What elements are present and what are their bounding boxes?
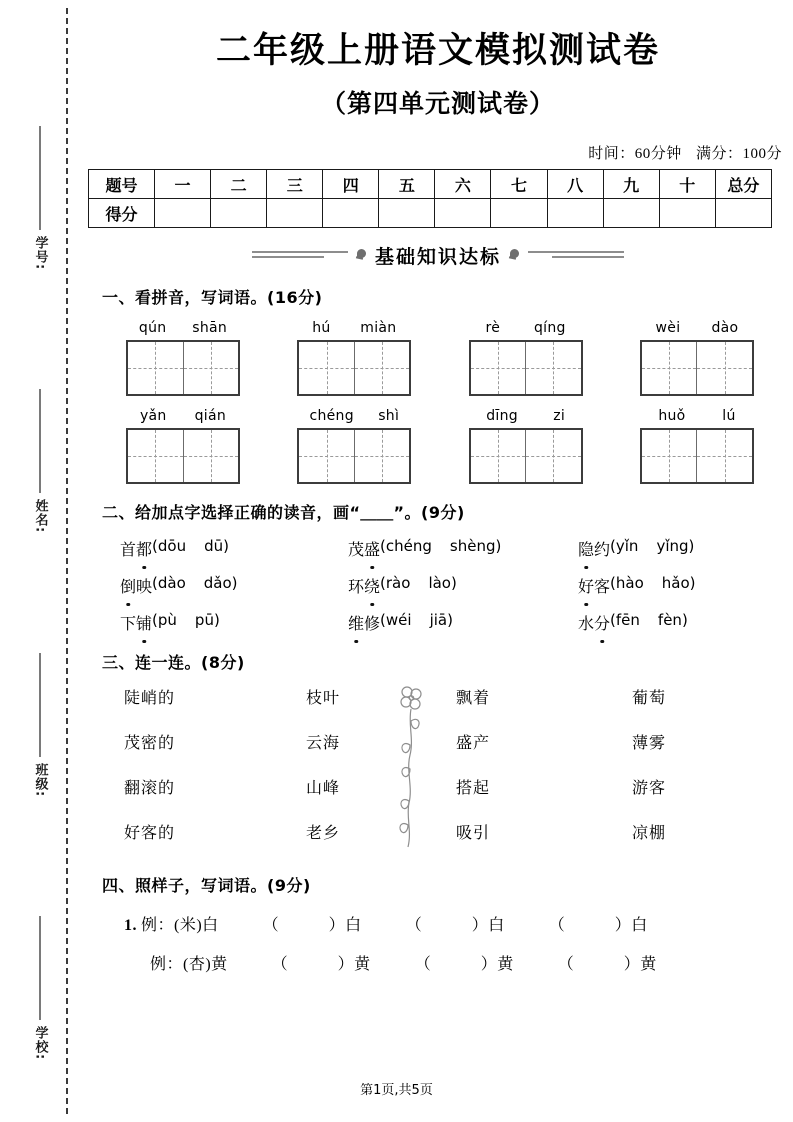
pron-option-a[interactable]: rào	[385, 574, 411, 592]
banner-line-left	[252, 251, 348, 260]
pinyin-syllable-b: shì	[378, 408, 400, 424]
match-word[interactable]: 老乡	[306, 825, 341, 842]
matching-column-3	[456, 685, 632, 843]
exam-meta	[88, 142, 788, 163]
sealing-fields	[22, 120, 58, 1060]
tianzi-box-7[interactable]	[469, 428, 583, 484]
pron-choices[interactable]: (rào lào)	[380, 574, 457, 592]
word-char-1: 茂	[348, 542, 365, 559]
table-row-question-numbers	[89, 170, 772, 199]
total-score-label: 满分：100分	[695, 146, 782, 162]
pinyin-item-5	[118, 408, 248, 484]
word-char-2: 约	[594, 542, 611, 559]
word-char-2-dotted: 绕	[364, 574, 380, 597]
pron-choices[interactable]: (yǐn yǐng)	[610, 537, 695, 555]
pinyin-row-1	[88, 320, 788, 396]
match-word[interactable]: 枝叶	[306, 690, 341, 707]
pron-option-b[interactable]: dū	[204, 537, 224, 555]
score-table-row-label-question: 题号	[89, 170, 155, 199]
word-char-1-dotted: 倒	[120, 574, 136, 597]
match-word[interactable]: 游客	[632, 780, 667, 797]
score-cell-4[interactable]	[323, 199, 379, 228]
q4-slot-yellow-2[interactable]: （ ）黄	[414, 956, 514, 973]
tianzi-cell[interactable]	[696, 430, 752, 482]
tianzi-cell[interactable]	[696, 342, 752, 394]
pron-option-a[interactable]: dào	[157, 574, 186, 592]
pron-option-b[interactable]: yǐng	[656, 537, 689, 555]
pinyin-item-8	[632, 408, 762, 484]
score-table-row-label-score: 得分	[89, 199, 155, 228]
tianzi-cell[interactable]	[183, 430, 239, 482]
word-char-2: 映	[136, 579, 153, 596]
pron-option-b[interactable]: dǎo	[203, 574, 232, 592]
pinyin-item-4	[632, 320, 762, 396]
sealing-dashed-line	[66, 8, 68, 1114]
match-word[interactable]: 盛产	[456, 735, 491, 752]
pin-right-icon	[508, 249, 521, 262]
word-char-2: 修	[364, 616, 381, 633]
pinyin-syllable-a: dīng	[486, 408, 518, 424]
pron-option-b[interactable]: pū	[194, 611, 214, 629]
match-word[interactable]: 飘着	[456, 690, 491, 707]
pinyin-syllable-b: lú	[722, 408, 736, 424]
q4-example-line-2	[88, 951, 788, 974]
pronunciation-item-9[interactable]	[578, 611, 778, 634]
pron-choices[interactable]: (chéng shèng)	[380, 537, 502, 555]
q4-example-yellow: 例：(杏)黄	[150, 956, 228, 973]
score-col-7: 七	[491, 170, 547, 199]
word-char-2-dotted: 铺	[136, 611, 152, 634]
pinyin-syllable-a: rè	[485, 320, 501, 336]
tianzi-box-4[interactable]	[640, 340, 754, 396]
tianzi-cell[interactable]	[642, 342, 697, 394]
pronunciation-row-3	[88, 611, 788, 634]
pronunciation-row-1	[88, 537, 788, 560]
word-char-2: 客	[594, 579, 611, 596]
pron-option-a[interactable]: yǐn	[615, 537, 639, 555]
seal-rule-4	[39, 916, 41, 1020]
score-col-9: 九	[603, 170, 659, 199]
match-word[interactable]: 云海	[306, 735, 341, 752]
tianzi-cell[interactable]	[642, 430, 697, 482]
q4-item-number: 1.	[124, 917, 137, 934]
word-char-1: 首	[120, 542, 137, 559]
tianzi-cell[interactable]	[471, 342, 526, 394]
pronunciation-item-4[interactable]	[120, 574, 348, 597]
score-cell-2[interactable]	[211, 199, 267, 228]
score-cell-1[interactable]	[155, 199, 211, 228]
seal-label-school: 学校:	[32, 1025, 48, 1060]
score-cell-total[interactable]	[715, 199, 771, 228]
seal-rule-top	[39, 126, 41, 230]
word-char-1-dotted: 好	[578, 574, 594, 597]
section-banner	[88, 242, 788, 269]
page-title: 二年级上册语文模拟测试卷	[215, 30, 660, 71]
pinyin-label-7	[461, 408, 591, 424]
table-row-scores	[89, 199, 772, 228]
sealing-margin	[0, 0, 78, 1122]
tianzi-cell[interactable]	[525, 342, 581, 394]
flower-divider-icon	[388, 683, 434, 855]
tianzi-box-8[interactable]	[640, 428, 754, 484]
pinyin-syllable-a: huǒ	[658, 408, 686, 424]
score-col-3: 三	[267, 170, 323, 199]
pinyin-syllable-a: yǎn	[139, 408, 167, 424]
score-cell-7[interactable]	[491, 199, 547, 228]
match-word[interactable]: 茂密的	[124, 735, 176, 752]
pronunciation-item-2[interactable]	[348, 537, 578, 560]
word-char-1: 下	[120, 616, 137, 633]
match-word[interactable]: 薄雾	[632, 735, 667, 752]
seal-field-name	[31, 383, 50, 533]
q4-slot-yellow-3[interactable]: （ ）黄	[557, 956, 657, 973]
pronunciation-item-6[interactable]	[578, 574, 778, 597]
match-word[interactable]: 陡峭的	[124, 690, 176, 707]
tianzi-box-5[interactable]	[126, 428, 240, 484]
pinyin-item-1	[118, 320, 248, 396]
page-footer: 第1页,共5页	[360, 1083, 433, 1098]
pinyin-label-4	[632, 320, 762, 336]
seal-label-name: 姓名:	[32, 499, 48, 534]
seal-field-student-id	[31, 120, 50, 270]
matching-grid	[88, 685, 788, 843]
pronunciation-item-7[interactable]	[120, 611, 348, 634]
pron-option-a[interactable]: dōu	[157, 537, 187, 555]
tianzi-box-6[interactable]	[297, 428, 411, 484]
pinyin-syllable-a: chéng	[309, 408, 354, 424]
exam-page	[88, 0, 788, 1122]
pinyin-item-7	[461, 408, 591, 484]
tianzi-box-2[interactable]	[297, 340, 411, 396]
score-col-total: 总分	[715, 170, 771, 199]
score-cell-10[interactable]	[659, 199, 715, 228]
pron-option-a[interactable]: wéi	[385, 611, 412, 629]
seal-field-class	[31, 647, 50, 797]
pron-choices[interactable]: (wéi jiā)	[380, 611, 453, 629]
pron-option-b[interactable]: jiā	[429, 611, 448, 629]
q4-example-line-1	[88, 912, 788, 935]
pron-option-b[interactable]: fèn	[657, 611, 682, 629]
score-cell-3[interactable]	[267, 199, 323, 228]
pronunciation-row-2	[88, 574, 788, 597]
word-char-1-dotted: 维	[348, 611, 364, 634]
word-char-1-dotted: 隐	[578, 537, 594, 560]
tianzi-cell[interactable]	[128, 430, 183, 482]
pron-option-a[interactable]: pù	[157, 611, 177, 629]
match-word[interactable]: 凉棚	[632, 825, 667, 842]
score-col-10: 十	[659, 170, 715, 199]
word-char-2-dotted: 盛	[364, 537, 380, 560]
score-cell-6[interactable]	[435, 199, 491, 228]
score-col-4: 四	[323, 170, 379, 199]
pron-option-a[interactable]: chéng	[385, 537, 432, 555]
pinyin-label-3	[461, 320, 591, 336]
seal-rule-2	[39, 389, 41, 493]
page-subtitle: （第四单元测试卷）	[320, 89, 555, 118]
question-4-heading: 四、照样子，写词语。(9分)	[102, 876, 311, 895]
pinyin-label-1	[118, 320, 248, 336]
word-char-2-dotted: 都	[136, 537, 152, 560]
pron-option-b[interactable]: hǎo	[661, 574, 690, 592]
pinyin-label-5	[118, 408, 248, 424]
pin-left-icon	[355, 249, 368, 262]
tianzi-cell[interactable]	[354, 342, 410, 394]
pronunciation-item-5[interactable]	[348, 574, 578, 597]
matching-column-4	[632, 685, 752, 843]
pinyin-syllable-a: hú	[312, 320, 331, 336]
match-word[interactable]: 好客的	[124, 825, 176, 842]
pron-choices[interactable]: (pù pū)	[152, 611, 220, 629]
pronunciation-item-8[interactable]	[348, 611, 578, 634]
pinyin-item-6	[289, 408, 419, 484]
pron-choices[interactable]: (hào hǎo)	[610, 574, 696, 592]
word-char-1: 环	[348, 579, 365, 596]
pinyin-item-3	[461, 320, 591, 396]
q4-slot-yellow-1[interactable]: （ ）黄	[271, 956, 371, 973]
score-col-5: 五	[379, 170, 435, 199]
time-label: 时间：60分钟	[588, 146, 682, 162]
pron-choices[interactable]: (dào dǎo)	[152, 574, 238, 592]
pron-choices[interactable]: (dōu dū)	[152, 537, 229, 555]
seal-field-school	[31, 910, 50, 1060]
pron-choices[interactable]: (fēn fèn)	[610, 611, 688, 629]
seal-rule-3	[39, 653, 41, 757]
match-word[interactable]: 葡萄	[632, 690, 667, 707]
section-banner-title: 基础知识达标	[374, 246, 501, 268]
pinyin-syllable-a: wèi	[655, 320, 681, 336]
q4-slot-white-2[interactable]: （ ）白	[405, 917, 505, 934]
tianzi-cell[interactable]	[128, 342, 183, 394]
pinyin-syllable-b: qíng	[534, 320, 566, 336]
match-word[interactable]: 山峰	[306, 780, 341, 797]
pinyin-row-2	[88, 408, 788, 484]
pinyin-syllable-b: zi	[553, 408, 566, 424]
word-char-1: 水	[578, 616, 595, 633]
pron-option-b[interactable]: shèng	[449, 537, 496, 555]
q4-example-white: 例：(米)白	[141, 917, 219, 934]
pron-option-a[interactable]: hào	[615, 574, 644, 592]
pinyin-syllable-a: qún	[138, 320, 167, 336]
pinyin-item-2	[289, 320, 419, 396]
match-word[interactable]: 翻滚的	[124, 780, 176, 797]
tianzi-box-1[interactable]	[126, 340, 240, 396]
word-char-2-dotted: 分	[594, 611, 610, 634]
question-2-heading: 二、给加点字选择正确的读音，画“＿＿”。(9分)	[102, 503, 465, 522]
pinyin-label-6	[289, 408, 419, 424]
question-1-heading: 一、看拼音，写词语。(16分)	[102, 288, 323, 307]
pinyin-syllable-b: qián	[194, 408, 226, 424]
pinyin-label-8	[632, 408, 762, 424]
score-col-8: 八	[547, 170, 603, 199]
pron-option-b[interactable]: lào	[428, 574, 451, 592]
tianzi-cell[interactable]	[299, 342, 354, 394]
tianzi-cell[interactable]	[471, 430, 526, 482]
score-cell-9[interactable]	[603, 199, 659, 228]
seal-label-student-id: 学号:	[32, 236, 48, 271]
score-table	[88, 169, 772, 228]
pron-option-a[interactable]: fēn	[615, 611, 640, 629]
q4-slot-white-1[interactable]: （ ）白	[262, 917, 362, 934]
tianzi-cell[interactable]	[354, 430, 410, 482]
match-word[interactable]: 吸引	[456, 825, 491, 842]
seal-label-class: 班级:	[32, 762, 48, 797]
matching-column-1	[124, 685, 306, 843]
pronunciation-item-3[interactable]	[578, 537, 778, 560]
score-cell-5[interactable]	[379, 199, 435, 228]
tianzi-cell[interactable]	[525, 430, 581, 482]
match-word[interactable]: 搭起	[456, 780, 491, 797]
score-col-1: 一	[155, 170, 211, 199]
tianzi-cell[interactable]	[299, 430, 354, 482]
pinyin-syllable-b: dào	[711, 320, 739, 336]
tianzi-box-3[interactable]	[469, 340, 583, 396]
q4-slot-white-3[interactable]: （ ）白	[548, 917, 648, 934]
pronunciation-item-1[interactable]	[120, 537, 348, 560]
pinyin-syllable-b: shān	[192, 320, 228, 336]
score-cell-8[interactable]	[547, 199, 603, 228]
score-col-2: 二	[211, 170, 267, 199]
question-3-heading: 三、连一连。(8分)	[102, 653, 245, 672]
tianzi-cell[interactable]	[183, 342, 239, 394]
pinyin-syllable-b: miàn	[360, 320, 397, 336]
banner-line-right	[528, 251, 624, 260]
pinyin-label-2	[289, 320, 419, 336]
score-col-6: 六	[435, 170, 491, 199]
matching-area	[88, 685, 788, 857]
